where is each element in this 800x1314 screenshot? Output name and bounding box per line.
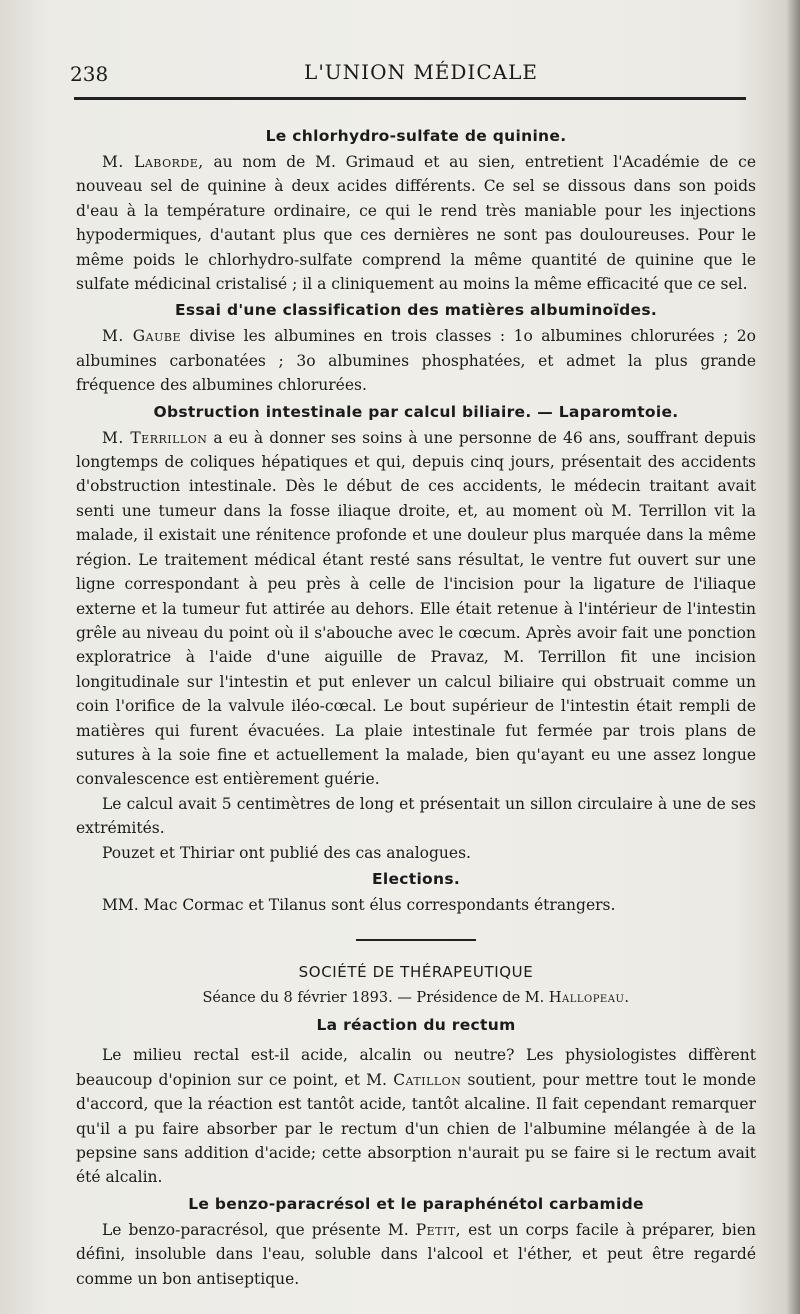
page-edge-shadow xyxy=(786,0,800,1314)
paragraph-quinine xyxy=(76,150,756,296)
article-body xyxy=(76,122,756,1291)
section-title-rectum: La réaction du rectum xyxy=(316,1016,516,1035)
paragraph-text: a eu à donner ses soins à une personne de 46 ans, souffrant depuis longtemps de coliques hépatiques et qui, depuis cinq jours, présentait des accidents d'obstruction intestinale. Dès le début de ces accidents, le médecin traitant avait senti une tumeur dans la fosse iliaque droite, et, au moment où M. Terrillon vit la malade, il existait une rénitence profonde et une douleur plus marquée dans la même région. Le traitement médical étant resté sans résultat, le ventre fut ouvert sur une ligne correspondant à peu près à celle de l'incision pour la ligature de l'iliaque externe et la tumeur fut attirée au dehors. Elle était retenue à l'intérieur de l'intestin grêle au niveau du point où il s'abouche avec le cœcum. Après avoir fait une ponction exploratrice à l'aide d'une aiguille de Pravaz, M. Terrillon fit une incision longitudinale sur l'intestin et put enlever un calcul biliaire qui obstruait comme un coin l'orifice de la valvule iléo-cœcal. Le bout supérieur de l'intestin était rempli de matières qui furent évacuées. La plaie intestinale fut fermée par trois plans de sutures à la soie fine et actuellement la malade, bien qu'ayant eu une assez longue convalescence est entièrement guérie. xyxy=(76,428,756,789)
speaker-name: Catillon xyxy=(393,1070,462,1089)
paragraph-pouzet: Pouzet et Thiriar ont publié des cas analogues. xyxy=(102,843,471,862)
section-title-quinine: Le chlorhydro-sulfate de quinine. xyxy=(265,127,567,145)
section-title-obstruction: Obstruction intestinale par calcul biliaire. — Laparomtoie. xyxy=(153,402,679,421)
paragraph-elections: MM. Mac Cormac et Tilanus sont élus correspondants étrangers. xyxy=(102,895,616,914)
paragraph-text: divise les albumines en trois classes : 1o albumines chlorurées ; 2o albumines carbonatées ; 3o albumines phosphatées, et admet la plus grande fréquence des albumines chlorurées. xyxy=(76,327,756,395)
paragraph-rectum: Le milieu rectal est-il acide, alcalin ou neutre? Les physiologistes diffèrent beaucoup d'opinion sur ce point, et M. Catillon soutient, pour mettre tout le monde d'accord, que la réaction est tantôt acide, tantôt alcaline. Il fait cependant remarquer qu'il a pu faire absorber par le rectum d'un chien de l'albumine mélangée à de la pepsine sans addition d'acide; cette absorption n'aurait pu se faire si le rectum avait été alcalin. xyxy=(76,1046,756,1187)
header-rule xyxy=(74,97,746,100)
society-heading: SOCIÉTÉ DE THÉRAPEUTIQUE xyxy=(298,963,534,982)
president-name: Hallopeau. xyxy=(548,990,630,1007)
paragraph-calcul: Le calcul avait 5 centimètres de long et présentait un sillon circulaire à une de ses extrémités. xyxy=(76,794,756,838)
page-header xyxy=(70,60,752,88)
paragraph-benzo: Le benzo-paracrésol, que présente M. Petit, est un corps facile à préparer, bien défini, insoluble dans l'eau, soluble dans l'alcool et l'éther, et peut être regardé comme un bon antiseptique. xyxy=(76,1220,756,1288)
section-separator xyxy=(356,939,476,941)
section-title-albumines: Essai d'une classification des matières albuminoïdes. xyxy=(174,301,658,320)
paragraph-albumines xyxy=(76,324,756,397)
journal-title: L'UNION MÉDICALE xyxy=(304,60,538,84)
session-line: Séance du 8 février 1893. — Présidence de M. Hallopeau. xyxy=(202,990,630,1007)
speaker-name: M. Gaube xyxy=(102,327,181,346)
section-title-elections: Elections. xyxy=(371,869,461,888)
page-number: 238 xyxy=(70,62,109,86)
section-title-benzo: Le benzo-paracrésol et le paraphénétol carbamide xyxy=(188,1194,644,1213)
paragraph-obstruction xyxy=(76,426,756,792)
paragraph-text: au nom de M. Grimaud et au sien, entretient l'Académie de ce nouveau sel de quinine à deux acides différents. Ce sel se dissous dans son poids d'eau à la température ordinaire, ce qui le rend très maniable pour les injections hypodermiques, d'autant plus que ces dernières ne sont pas douloureuses. Pour le même poids le chlorhydro-sulfate comprend la même quantité de quinine que le sulfate médicinal cristalisé ; il a cliniquement au moins la même efficacité que ce sel. xyxy=(76,153,756,294)
speaker-name: M. Terrillon xyxy=(102,428,208,447)
speaker-name: M. Laborde, xyxy=(102,153,204,171)
speaker-name: Petit, xyxy=(415,1220,462,1239)
